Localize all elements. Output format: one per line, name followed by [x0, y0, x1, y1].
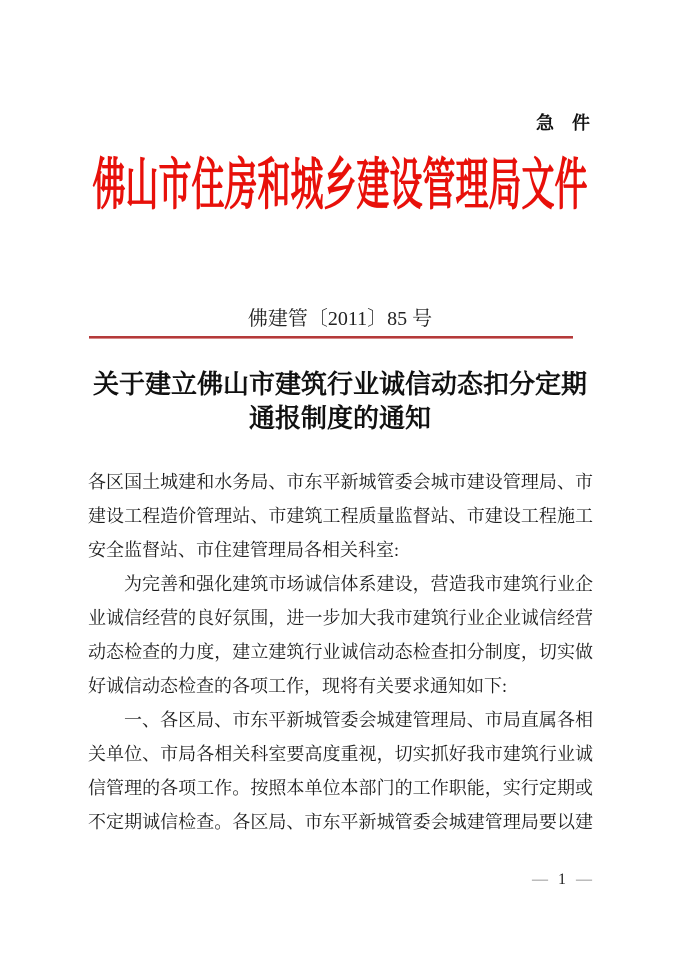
body-line: 为完善和强化建筑市场诚信体系建设，营造我市建筑行业企	[124, 574, 593, 594]
page-number-value: 1	[558, 871, 566, 888]
paragraph-item-one	[88, 703, 593, 839]
page-number	[532, 870, 592, 890]
document-title-line-2: 通报制度的通知	[248, 404, 431, 433]
body-line: 一、各区局、市东平新城管委会城建管理局、市局直属各相	[124, 710, 593, 730]
document-number: 佛建管〔2011〕85 号	[247, 308, 433, 330]
paragraph-recipients	[88, 465, 593, 567]
document-body	[88, 465, 593, 839]
body-line: 建设工程造价管理站、市建筑工程质量监督站、市建设工程施工	[88, 506, 593, 526]
body-line: 好诚信动态检查的各项工作，现将有关要求通知如下:	[88, 676, 507, 696]
body-line: 动态检查的力度，建立建筑行业诚信动态检查扣分制度，切实做	[88, 642, 593, 662]
document-title-line-1: 关于建立佛山市建筑行业诚信动态扣分定期	[92, 370, 587, 399]
agency-header-title: 佛山市住房和城乡建设管理局文件	[92, 156, 588, 218]
body-line: 各区国土城建和水务局、市东平新城管委会城市建设管理局、市	[88, 472, 593, 492]
red-separator-line	[89, 336, 573, 339]
page-number-dash-left: —	[532, 871, 548, 888]
page-number-dash-right: —	[576, 871, 592, 888]
body-line: 不定期诚信检查。各区局、市东平新城管委会城建管理局要以建	[88, 812, 593, 832]
paragraph-intro	[88, 567, 593, 703]
document-title	[0, 368, 680, 436]
body-line: 安全监督站、市住建管理局各相关科室:	[88, 540, 399, 560]
body-line: 业诚信经营的良好氛围，进一步加大我市建筑行业企业诚信经营	[88, 608, 593, 628]
body-line: 信管理的各项工作。按照本单位本部门的工作职能，实行定期或	[88, 778, 593, 798]
body-line: 关单位、市局各相关科室要高度重视，切实抓好我市建筑行业诚	[88, 744, 593, 764]
urgency-label: 急 件	[536, 113, 590, 133]
